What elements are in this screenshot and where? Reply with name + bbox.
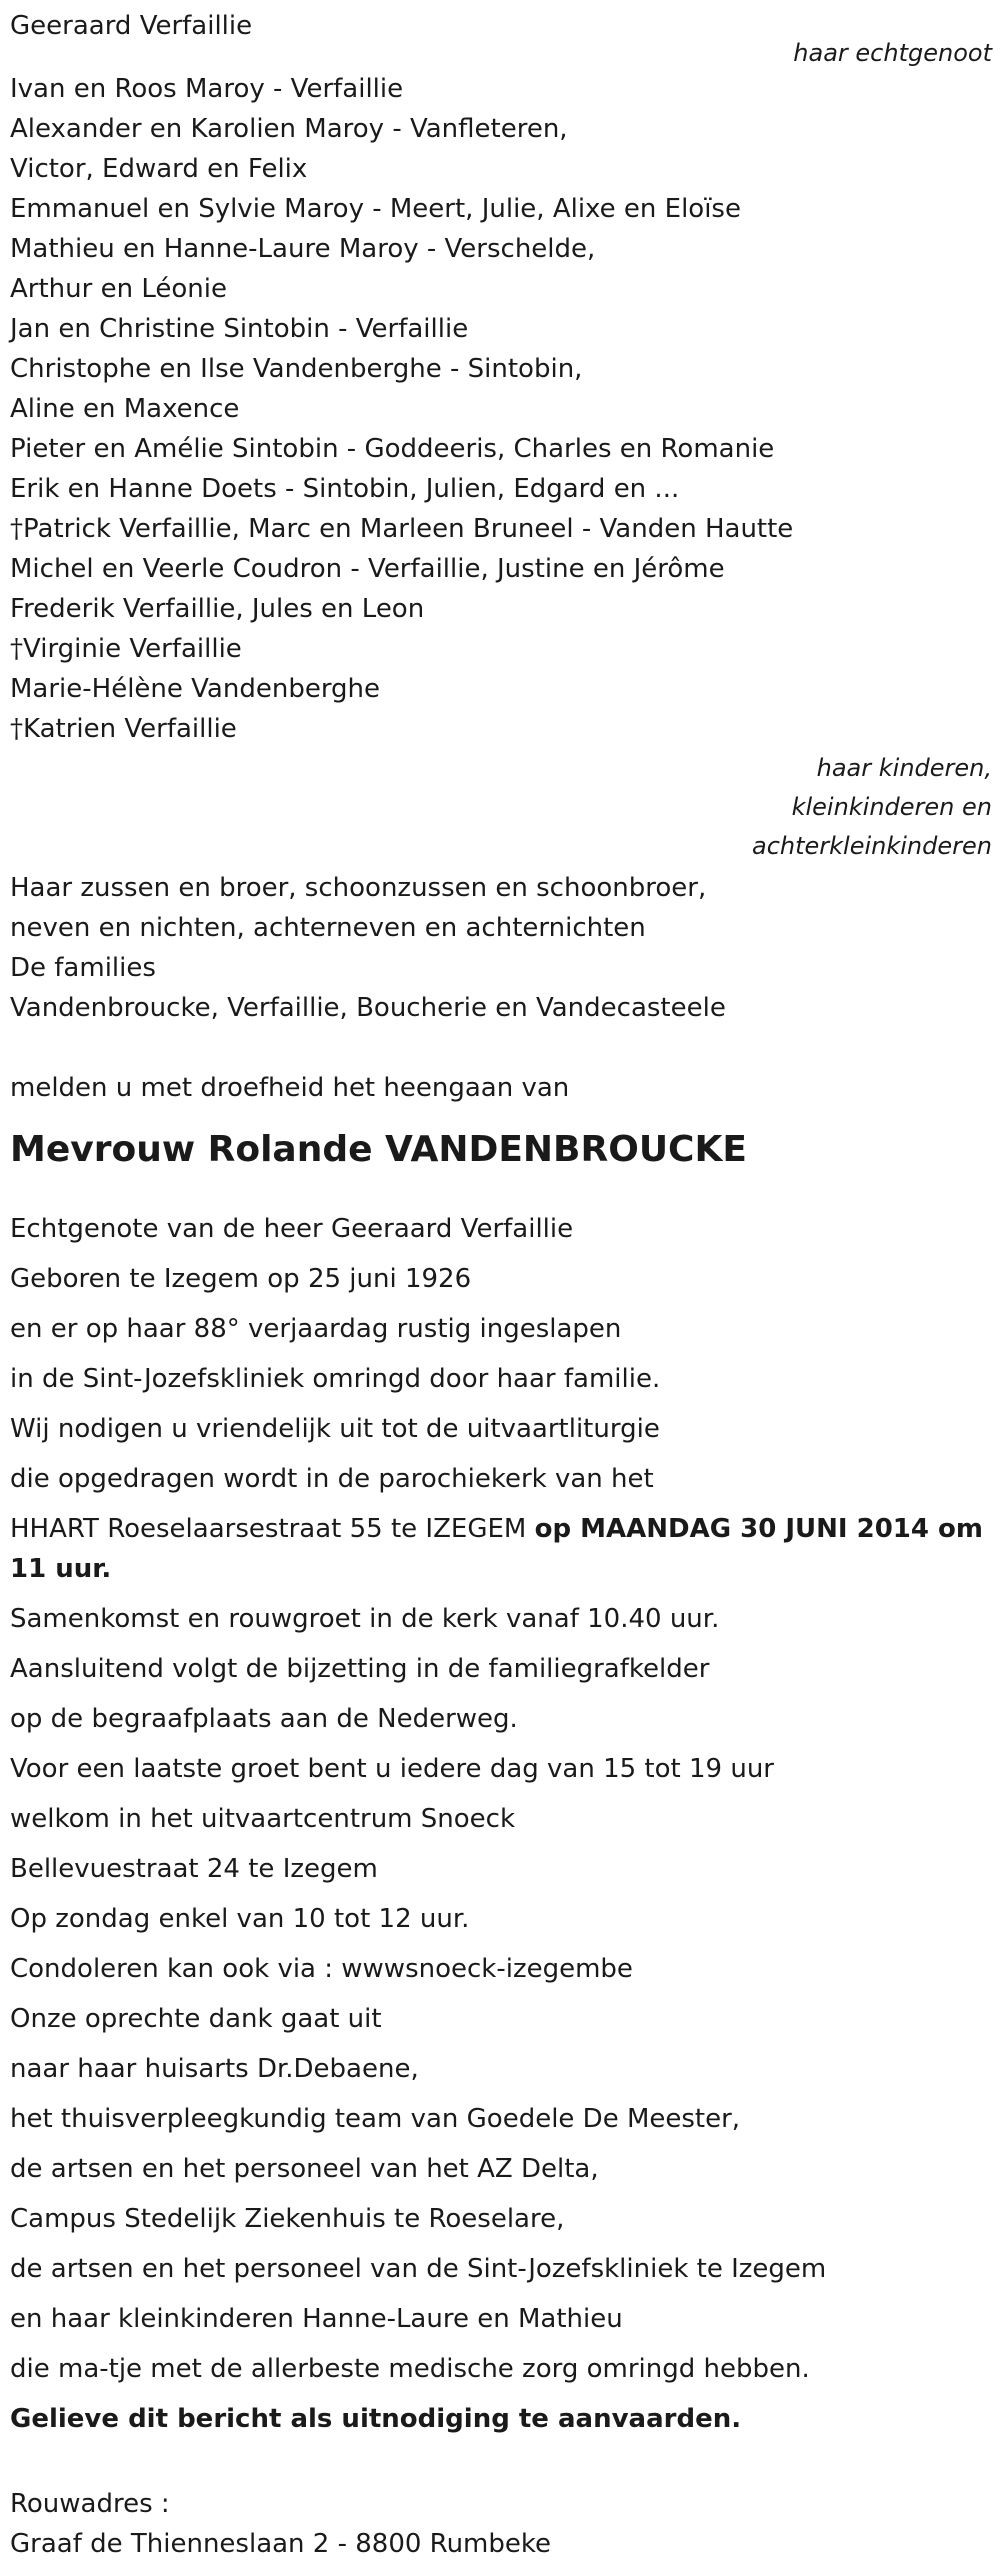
child-line: Jan en Christine Sintobin - Verfaillie [10, 314, 469, 344]
body-line: Geboren te Izegem op 25 juni 1926 [10, 1264, 472, 1294]
child-line: Pieter en Amélie Sintobin - Goddeeris, Charles en Romanie [10, 434, 775, 464]
body-text [10, 1204, 992, 2444]
spacer [10, 2444, 992, 2484]
child-line: †Patrick Verfaillie, Marc en Marleen Bruneel - Vanden Hautte [10, 514, 794, 544]
family-line: Haar zussen en broer, schoonzussen en schoonbroer, [10, 873, 707, 903]
body-line: en er op haar 88° verjaardag rustig ingeslapen [10, 1314, 622, 1344]
child-line: †Katrien Verfaillie [10, 714, 237, 744]
body-line: Condoleren kan ook via : wwwsnoeck-izegembe [10, 1954, 633, 1984]
body-line: het thuisverpleegkundig team van Goedele De Meester, [10, 2104, 741, 2134]
child-line: †Virginie Verfaillie [10, 634, 242, 664]
child-line: Aline en Maxence [10, 394, 240, 424]
cross-icon: † [10, 634, 23, 664]
body-line: de artsen en het personeel van het AZ Delta, [10, 2154, 599, 2184]
child-line: Mathieu en Hanne-Laure Maroy - Verschelde, [10, 234, 596, 264]
deceased-name: Mevrouw Rolande VANDENBROUCKE [10, 1129, 747, 1170]
child-line: Michel en Veerle Coudron - Verfaillie, Justine en Jérôme [10, 554, 725, 584]
obituary-notice [10, 0, 992, 2564]
body-line: Bellevuestraat 24 te Izegem [10, 1854, 378, 1884]
spacer [10, 1174, 992, 1204]
body-line: en haar kleinkinderen Hanne-Laure en Mathieu [10, 2304, 623, 2334]
family-line: De families [10, 953, 156, 983]
child-line: Arthur en Léonie [10, 274, 227, 304]
body-line: Op zondag enkel van 10 tot 12 uur. [10, 1904, 470, 1934]
children-list [10, 69, 992, 749]
child-line: Marie-Hélène Vandenberghe [10, 674, 381, 704]
husband-name: Geeraard Verfaillie [10, 11, 253, 41]
body-line: Wij nodigen u vriendelijk uit tot de uitvaartliturgie [10, 1414, 660, 1444]
mourning-address [10, 2484, 992, 2564]
body-line: Samenkomst en rouwgroet in de kerk vanaf 10.40 uur. [10, 1604, 720, 1634]
ceremony-datetime: op MAANDAG 30 JUNI 2014 om 11 uur. [10, 1514, 983, 1584]
child-line: Frederik Verfaillie, Jules en Leon [10, 594, 425, 624]
child-line: Victor, Edward en Felix [10, 154, 308, 184]
body-line: Onze oprechte dank gaat uit [10, 2004, 382, 2034]
body-line: op de begraafplaats aan de Nederweg. [10, 1704, 518, 1734]
body-line: die opgedragen wordt in de parochiekerk van het [10, 1464, 654, 1494]
closing-line: Gelieve dit bericht als uitnodiging te aanvaarden. [10, 2404, 742, 2434]
children-role-line: kleinkinderen en [791, 793, 992, 821]
address-label: Rouwadres : [10, 2489, 170, 2519]
child-line: Alexander en Karolien Maroy - Vanfleteren, [10, 114, 568, 144]
child-line: Emmanuel en Sylvie Maroy - Meert, Julie, Alixe en Eloïse [10, 194, 741, 224]
cross-icon: † [10, 514, 23, 544]
husband-role: haar echtgenoot [793, 39, 992, 67]
children-role [10, 749, 992, 866]
body-line: welkom in het uitvaartcentrum Snoeck [10, 1804, 516, 1834]
child-line: Christophe en Ilse Vandenberghe - Sintobin, [10, 354, 583, 384]
body-line: de artsen en het personeel van de Sint-Jozefskliniek te Izegem [10, 2254, 827, 2284]
body-line: Aansluitend volgt de bijzetting in de familiegrafkelder [10, 1654, 710, 1684]
announcement: melden u met droefheid het heengaan van [10, 1073, 570, 1103]
family-line: Vandenbroucke, Verfaillie, Boucherie en Vandecasteele [10, 993, 726, 1023]
address-value: Graaf de Thienneslaan 2 - 8800 Rumbeke [10, 2529, 552, 2559]
body-line: in de Sint-Jozefskliniek omringd door haar familie. [10, 1364, 661, 1394]
body-line: naar haar huisarts Dr.Debaene, [10, 2054, 419, 2084]
spacer [10, 1028, 992, 1068]
body-line: Echtgenote van de heer Geeraard Verfaillie [10, 1214, 574, 1244]
child-line: Ivan en Roos Maroy - Verfaillie [10, 74, 404, 104]
ceremony-line: HHART Roeselaarsestraat 55 te IZEGEM op MAANDAG 30 JUNI 2014 om 11 uur. [10, 1514, 983, 1584]
extended-family [10, 868, 992, 1028]
children-role-line: achterkleinkinderen [752, 832, 992, 860]
children-role-line: haar kinderen, [816, 754, 992, 782]
body-line: Campus Stedelijk Ziekenhuis te Roeselare, [10, 2204, 565, 2234]
family-line: neven en nichten, achterneven en achternichten [10, 913, 646, 943]
cross-icon: † [10, 714, 23, 744]
body-line: Voor een laatste groet bent u iedere dag van 15 tot 19 uur [10, 1754, 774, 1784]
body-line: die ma-tje met de allerbeste medische zorg omringd hebben. [10, 2354, 810, 2384]
child-line: Erik en Hanne Doets - Sintobin, Julien, Edgard en ... [10, 474, 680, 504]
